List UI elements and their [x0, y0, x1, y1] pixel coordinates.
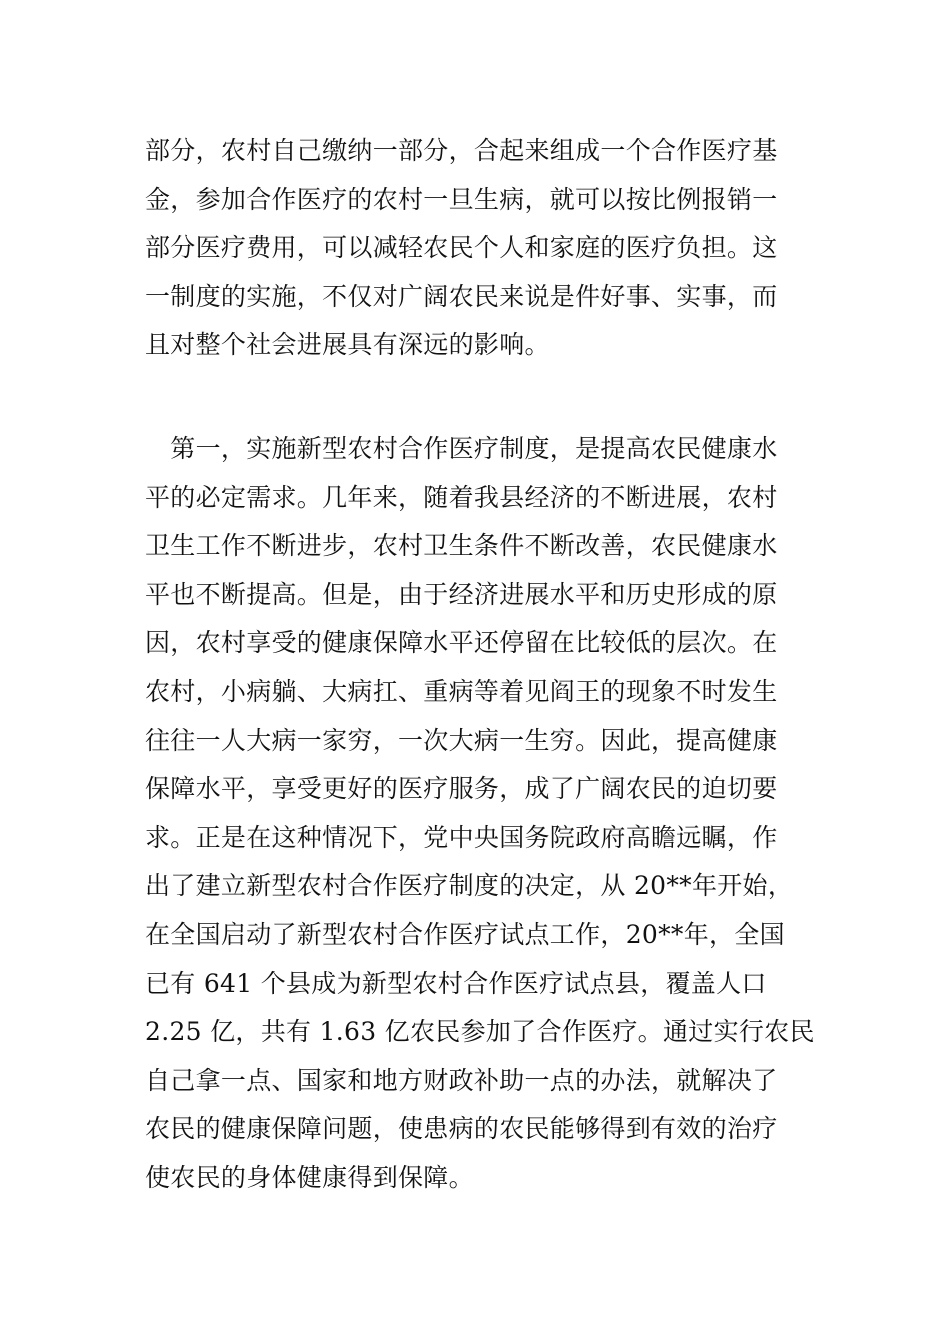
text-line: 因，农村享受的健康保障水平还停留在比较低的层次。在 — [145, 628, 778, 658]
text-line: 平的必定需求。几年来，随着我县经济的不断进展，农村 — [145, 482, 778, 512]
text-line: 第一，实施新型农村合作医疗制度，是提高农民健康水 — [145, 434, 778, 463]
text-line: 卫生工作不断进步，农村卫生条件不断改善，农民健康水 — [145, 531, 778, 561]
paragraph-first-point — [145, 425, 815, 1203]
text-line: 出了建立新型农村合作医疗制度的决定，从 20**年开始， — [145, 871, 794, 901]
text-line: 一制度的实施，不仅对广阔农民来说是件好事、实事，而 — [145, 281, 778, 311]
text-line: 保障水平，享受更好的医疗服务，成了广阔农民的迫切要 — [145, 774, 778, 804]
text-line: 在全国启动了新型农村合作医疗试点工作，20**年，全国 — [145, 919, 785, 949]
text-line: 且对整个社会进展具有深远的影响。 — [145, 330, 550, 360]
text-line: 2.25 亿，共有 1.63 亿农民参加了合作医疗。通过实行农民 — [145, 1017, 815, 1047]
text-line: 部分医疗费用，可以减轻农民个人和家庭的医疗负担。这 — [145, 233, 778, 263]
text-line: 使农民的身体健康得到保障。 — [145, 1162, 474, 1192]
text-line: 往往一人大病一家穷，一次大病一生穷。因此，提高健康 — [145, 725, 778, 755]
text-line: 农村，小病躺、大病扛、重病等着见阎王的现象不时发生 — [145, 676, 778, 706]
text-line: 部分，农村自己缴纳一部分，合起来组成一个合作医疗基 — [145, 136, 778, 165]
text-line: 农民的健康保障问题，使患病的农民能够得到有效的治疗 — [145, 1114, 778, 1144]
text-line: 平也不断提高。但是，由于经济进展水平和历史形成的原 — [145, 579, 778, 609]
paragraph-continuation — [145, 127, 810, 370]
text-line: 自己拿一点、国家和地方财政补助一点的办法，就解决了 — [145, 1065, 778, 1095]
text-line: 金，参加合作医疗的农村一旦生病，就可以按比例报销一 — [145, 184, 778, 214]
text-line: 求。正是在这种情况下，党中央国务院政府高瞻远瞩，作 — [145, 822, 778, 852]
text-line: 已有 641 个县成为新型农村合作医疗试点县，覆盖人口 — [145, 968, 767, 998]
